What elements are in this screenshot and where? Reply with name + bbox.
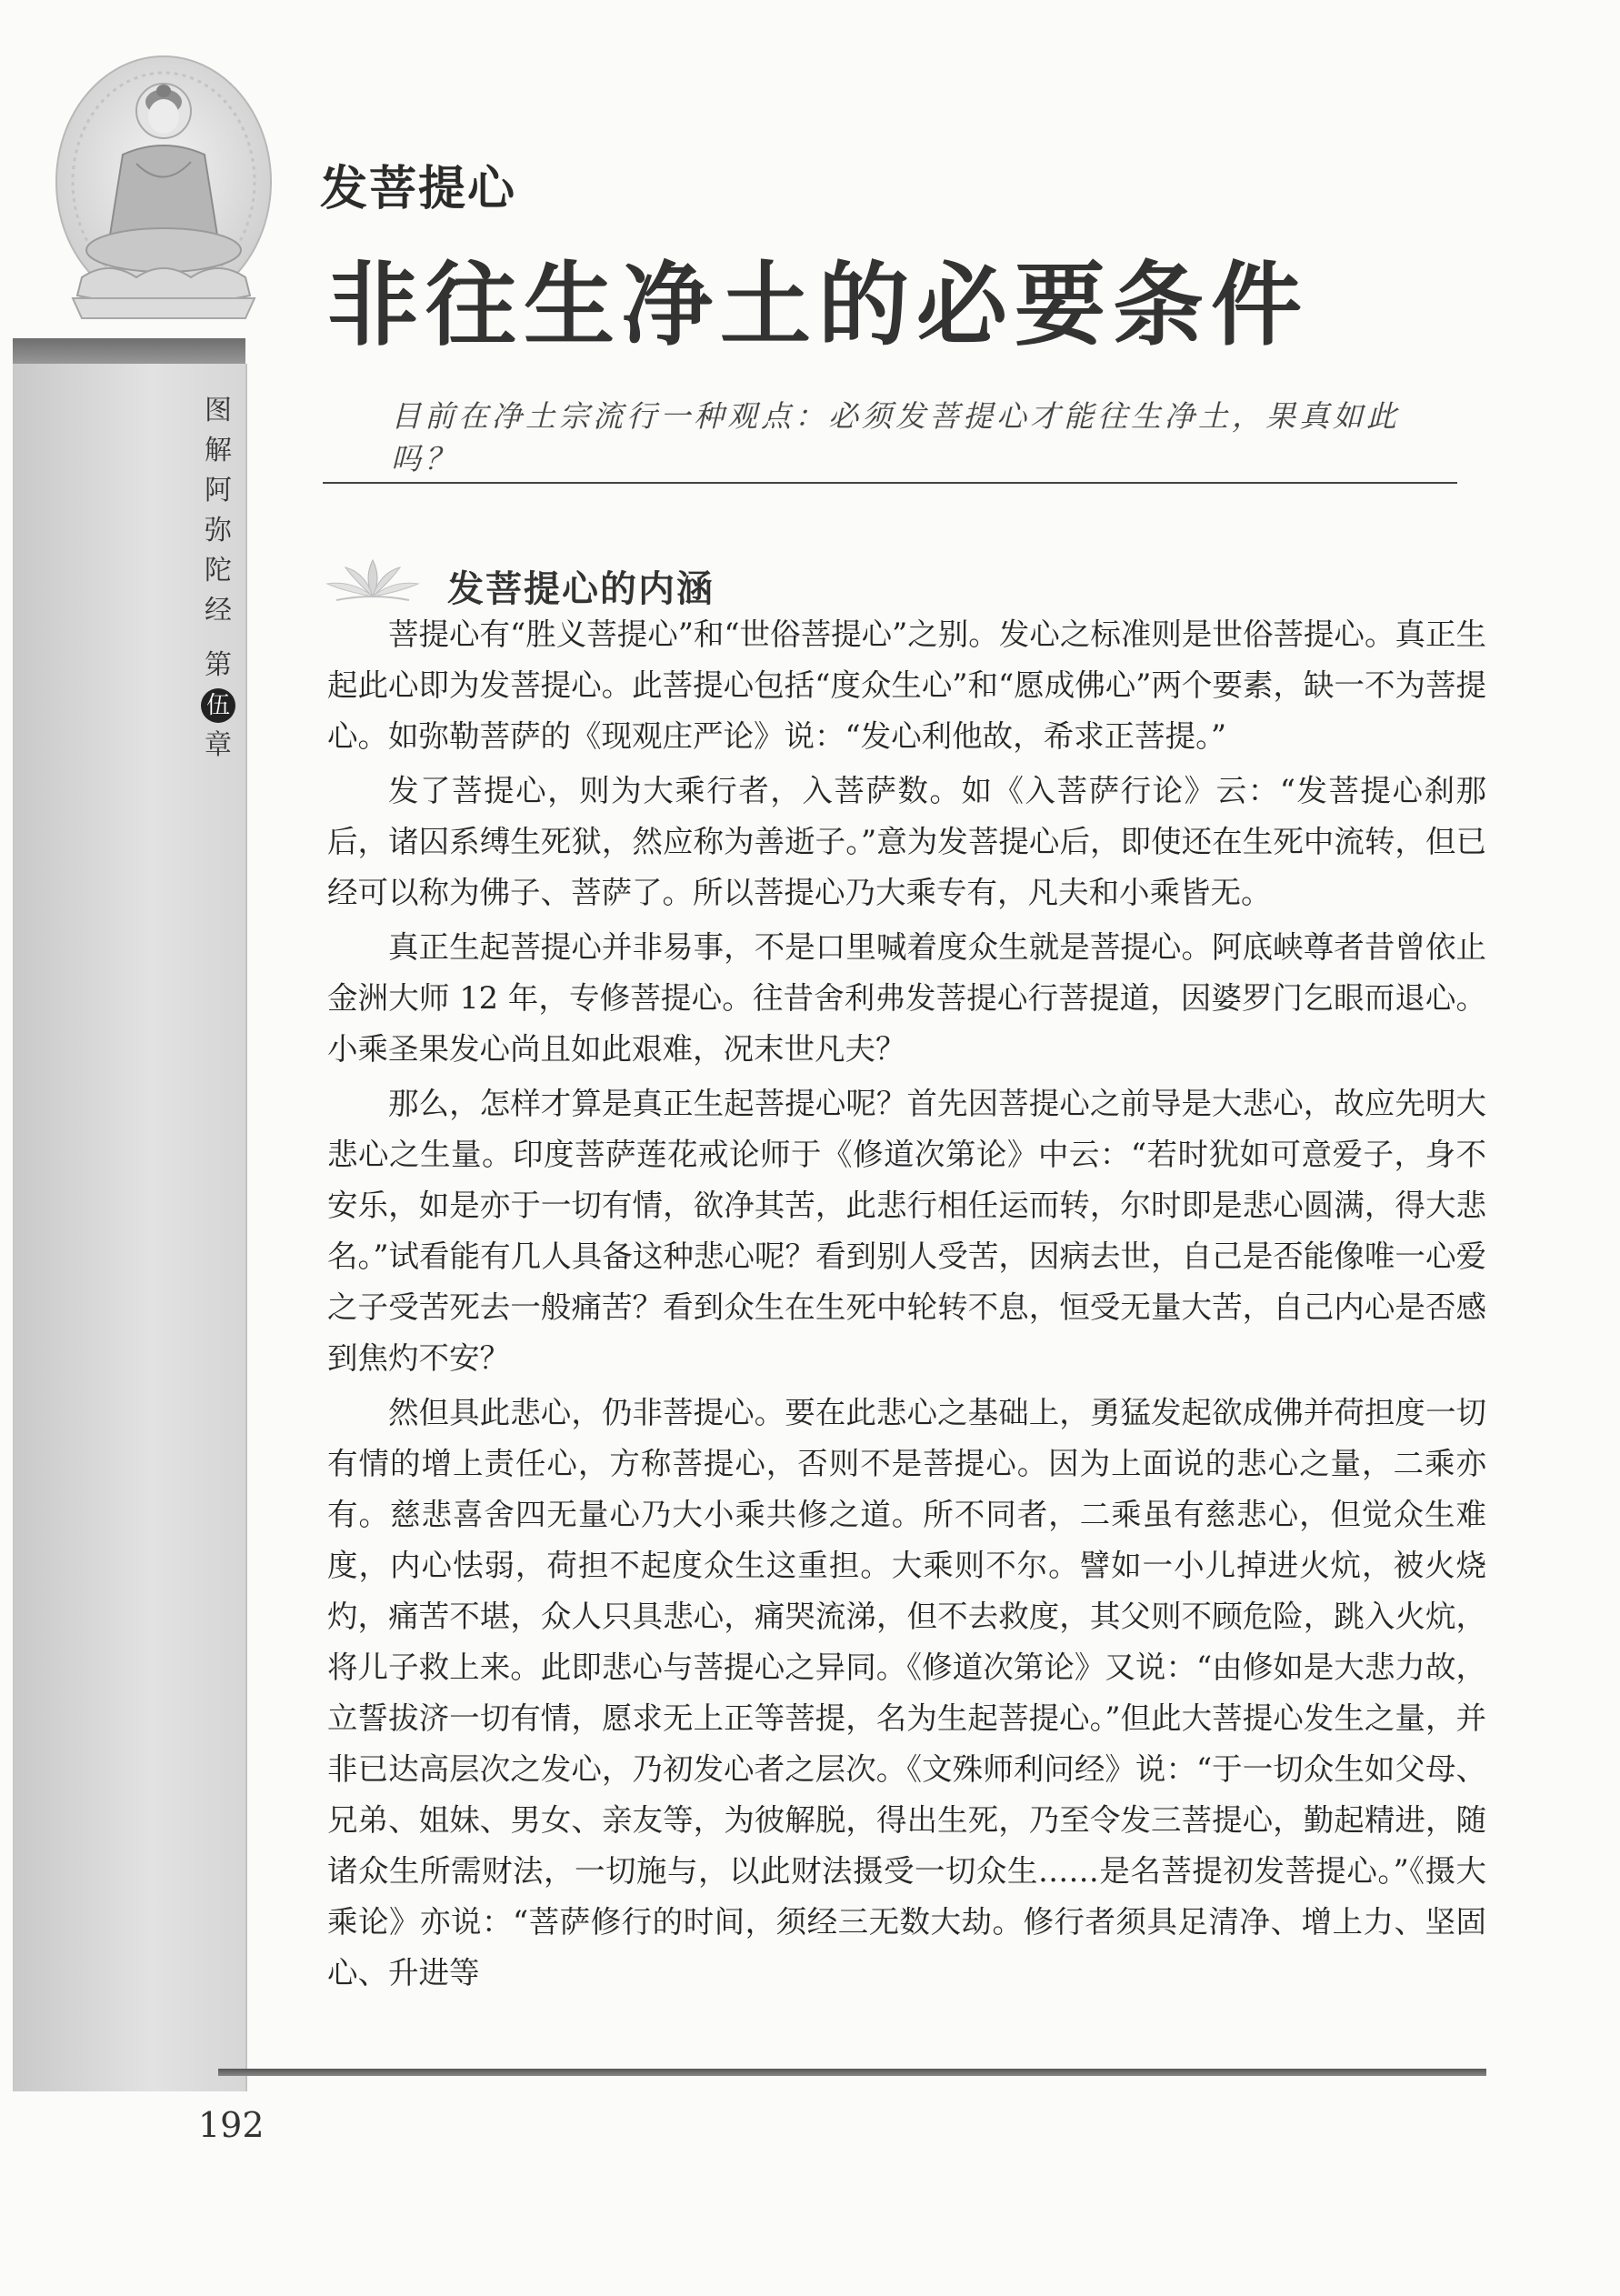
chapter-prefix: 第 — [205, 649, 232, 681]
sidebar-top-rule — [13, 338, 245, 366]
chapter-number-badge: 伍 — [201, 688, 235, 723]
buddha-illustration-icon — [45, 55, 282, 327]
paragraph: 发了菩提心，则为大乘行者，入菩萨数。如《入菩萨行论》云：“发菩提心刹那后，诸囚系缚生死狱，然应称为善逝子。”意为发菩提心后，即使还在生死中流转，但已经可以称为佛子、菩萨了。所以菩提心乃大乘专有，凡夫和小乘皆无。 — [327, 773, 1486, 910]
sidebar-book-title-char: 陀 — [205, 555, 232, 587]
sidebar-book-title-char: 阿 — [205, 475, 232, 506]
lead-divider — [323, 482, 1457, 484]
sidebar-chapter-label — [198, 646, 238, 766]
paragraph: 真正生起菩提心并非易事，不是口里喊着度众生就是菩提心。阿底峡尊者昔曾依止金洲大师 12 年，专修菩提心。往昔舍利弗发菩提心行菩提道，因婆罗门乞眼而退心。小乘圣果发心尚且如此艰难，况末世凡夫？ — [327, 929, 1486, 1067]
sidebar-book-title-char: 解 — [205, 435, 232, 466]
section-title: 发菩提心的内涵 — [447, 567, 715, 610]
paragraph: 菩提心有“胜义菩提心”和“世俗菩提心”之别。发心之标准则是世俗菩提心。真正生起此心即为发菩提心。此菩提心包括“度众生心”和“愿成佛心”两个要素，缺一不为菩提心。如弥勒菩萨的《现观庄严论》说：“发心利他故，希求正菩提。” — [327, 617, 1486, 754]
page-title: 非往生净土的必要条件 — [327, 251, 1309, 358]
lotus-icon — [318, 553, 427, 607]
chapter-suffix: 章 — [205, 729, 232, 761]
paragraph: 然但具此悲心，仍非菩提心。要在此悲心之基础上，勇猛发起欲成佛并荷担度一切有情的增上责任心，方称菩提心，否则不是菩提心。因为上面说的悲心之量，二乘亦有。慈悲喜舍四无量心乃大小乘共修之道。所不同者，二乘虽有慈悲心，但觉众生难度，内心怯弱，荷担不起度众生这重担。大乘则不尔。譬如一小儿掉进火炕，被火烧灼，痛苦不堪，众人只具悲心，痛哭流涕，但不去救度，其父则不顾危险，跳入火炕，将儿子救上来。此即悲心与菩提心之异同。《修道次第论》又说：“由修如是大悲力故，立誓拔济一切有情，愿求无上正等菩提，名为生起菩提心。”但此大菩提心发生之量，并非已达高层次之发心，乃初发心者之层次。《文殊师利问经》说：“于一切众生如父母、兄弟、姐妹、男女、亲友等，为彼解脱，得出生死，乃至令发三菩提心，勤起精进，随诸众生所需财法，一切施与，以此财法摄受一切众生……是名菩提初发菩提心。”《摄大乘论》亦说：“菩萨修行的时间，须经三无数大劫。修行者须具足清净、增上力、坚固心、升进等 — [327, 1395, 1486, 1990]
sidebar-book-title — [198, 391, 238, 631]
paragraph: 那么，怎样才算是真正生起菩提心呢？首先因菩提心之前导是大悲心，故应先明大悲心之生量。印度菩萨莲花戒论师于《修道次第论》中云：“若时犹如可意爱子，身不安乐，如是亦于一切有情，欲净其苦，此悲行相任运而转，尔时即是悲心圆满，得大悲名。”试看能有几人具备这种悲心呢？看到别人受苦，因病去世，自己是否能像唯一心爱之子受苦死去一般痛苦？看到众生在生死中轮转不息，恒受无量大苦，自己内心是否感到焦灼不安？ — [327, 1086, 1486, 1376]
sidebar-book-title-char: 图 — [205, 395, 232, 426]
lead-question: 目前在净土宗流行一种观点：必须发菩提心才能往生净土，果真如此吗？ — [391, 398, 1400, 476]
footer-rule — [218, 2069, 1486, 2076]
page-subtitle: 发菩提心 — [320, 161, 517, 216]
sidebar-book-title-char: 经 — [205, 595, 232, 627]
page-number: 192 — [198, 2105, 265, 2145]
sidebar-book-title-char: 弥 — [205, 515, 232, 546]
body-text — [327, 609, 1486, 1999]
